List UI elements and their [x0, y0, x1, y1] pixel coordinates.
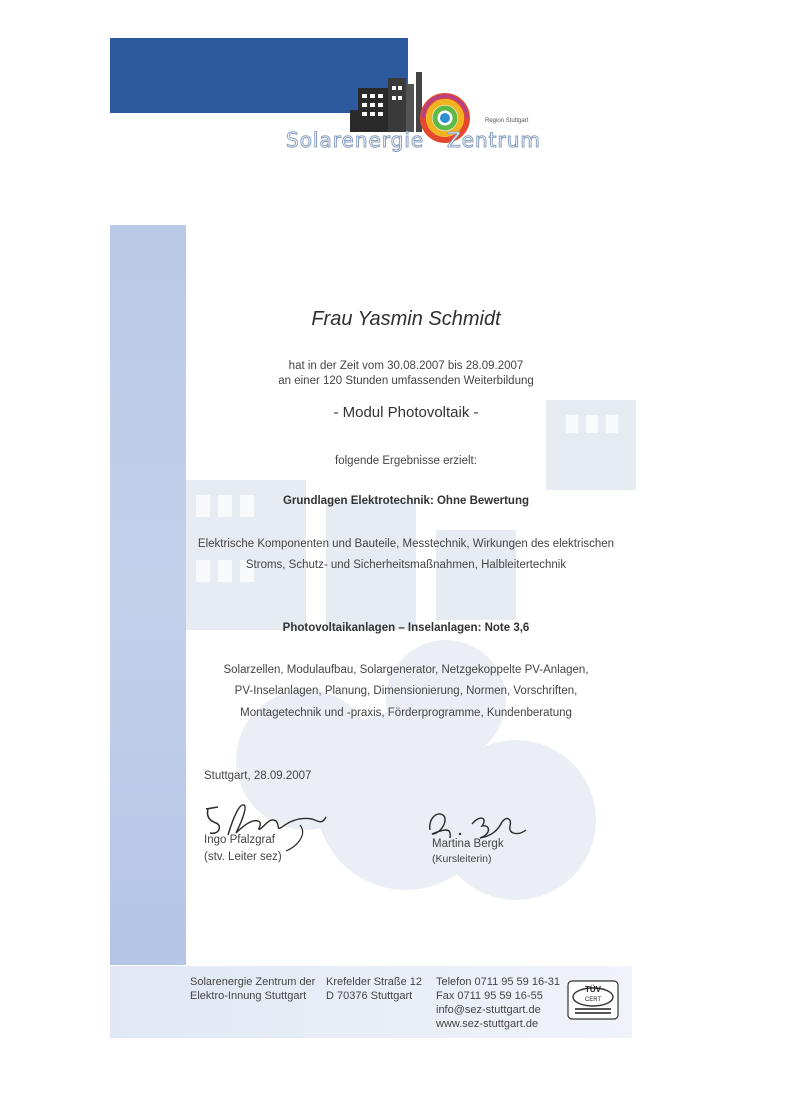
footer-fax: Fax 0711 95 59 16-55 [436, 990, 543, 1002]
footer-org-line1: Solarenergie Zentrum der [190, 976, 316, 988]
footer-org-line2: Elektro-Innung Stuttgart [190, 990, 307, 1002]
signatory1-role: (stv. Leiter sez) [204, 851, 282, 863]
footer-web[interactable]: www.sez-stuttgart.de [436, 1018, 539, 1030]
logo-word-zentrum: Zentrum [447, 128, 541, 152]
tuv-label: TÜV [585, 985, 601, 994]
footer-address-line2: D 70376 Stuttgart [326, 990, 413, 1002]
side-decoration-column [110, 225, 186, 965]
module-title: - Modul Photovoltaik - [333, 404, 479, 421]
signatory2-role: (Kursleiterin) [432, 853, 492, 865]
footer-contact [436, 975, 560, 1031]
logo-word-solarenergie: Solarenergie [286, 128, 425, 152]
section2-line-1: Solarzellen, Modulaufbau, Solargenerator, Netzgekoppelte PV-Anlagen, [223, 664, 589, 676]
tuv-sub: CERT [584, 997, 602, 1003]
footer-phone: Telefon 0711 95 59 16-31 [436, 976, 560, 988]
recipient-name: Frau Yasmin Schmidt [311, 308, 501, 330]
tuv-cert-seal-icon [567, 980, 619, 1020]
footer-organization [190, 975, 315, 1003]
results-intro: folgende Ergebnisse erzielt: [335, 455, 477, 467]
course-line: an einer 120 Stunden umfassenden Weiterbildung [278, 375, 534, 387]
section1-line-1: Elektrische Komponenten und Bauteile, Messtechnik, Wirkungen des elektrischen [197, 538, 615, 550]
period-line: hat in der Zeit vom 30.08.2007 bis 28.09.2007 [288, 360, 524, 372]
signatory2-name: Martina Bergk [432, 838, 504, 850]
section2-title: Photovoltaikanlagen – Inselanlagen: Note 3,6 [282, 622, 530, 634]
signatory1-name: Ingo Pfalzgraf [204, 834, 275, 846]
section1-line-2: Stroms, Schutz- und Sicherheitsmaßnahmen, Halbleitertechnik [245, 559, 567, 571]
footer-address-line1: Krefelder Straße 12 [326, 976, 422, 988]
footer-email[interactable]: info@sez-stuttgart.de [436, 1004, 541, 1016]
logo-region-label: Region Stuttgart [485, 118, 529, 124]
signature-1-icon [200, 795, 340, 855]
footer-address [326, 975, 422, 1003]
section1-title: Grundlagen Elektrotechnik: Ohne Bewertung [282, 495, 529, 507]
section2-line-3: Montagetechnik und -praxis, Förderprogramme, Kundenberatung [240, 707, 572, 719]
place-date: Stuttgart, 28.09.2007 [204, 770, 312, 782]
section2-line-2: PV-Inselanlagen, Planung, Dimensionierung, Normen, Vorschriften, [234, 685, 578, 697]
